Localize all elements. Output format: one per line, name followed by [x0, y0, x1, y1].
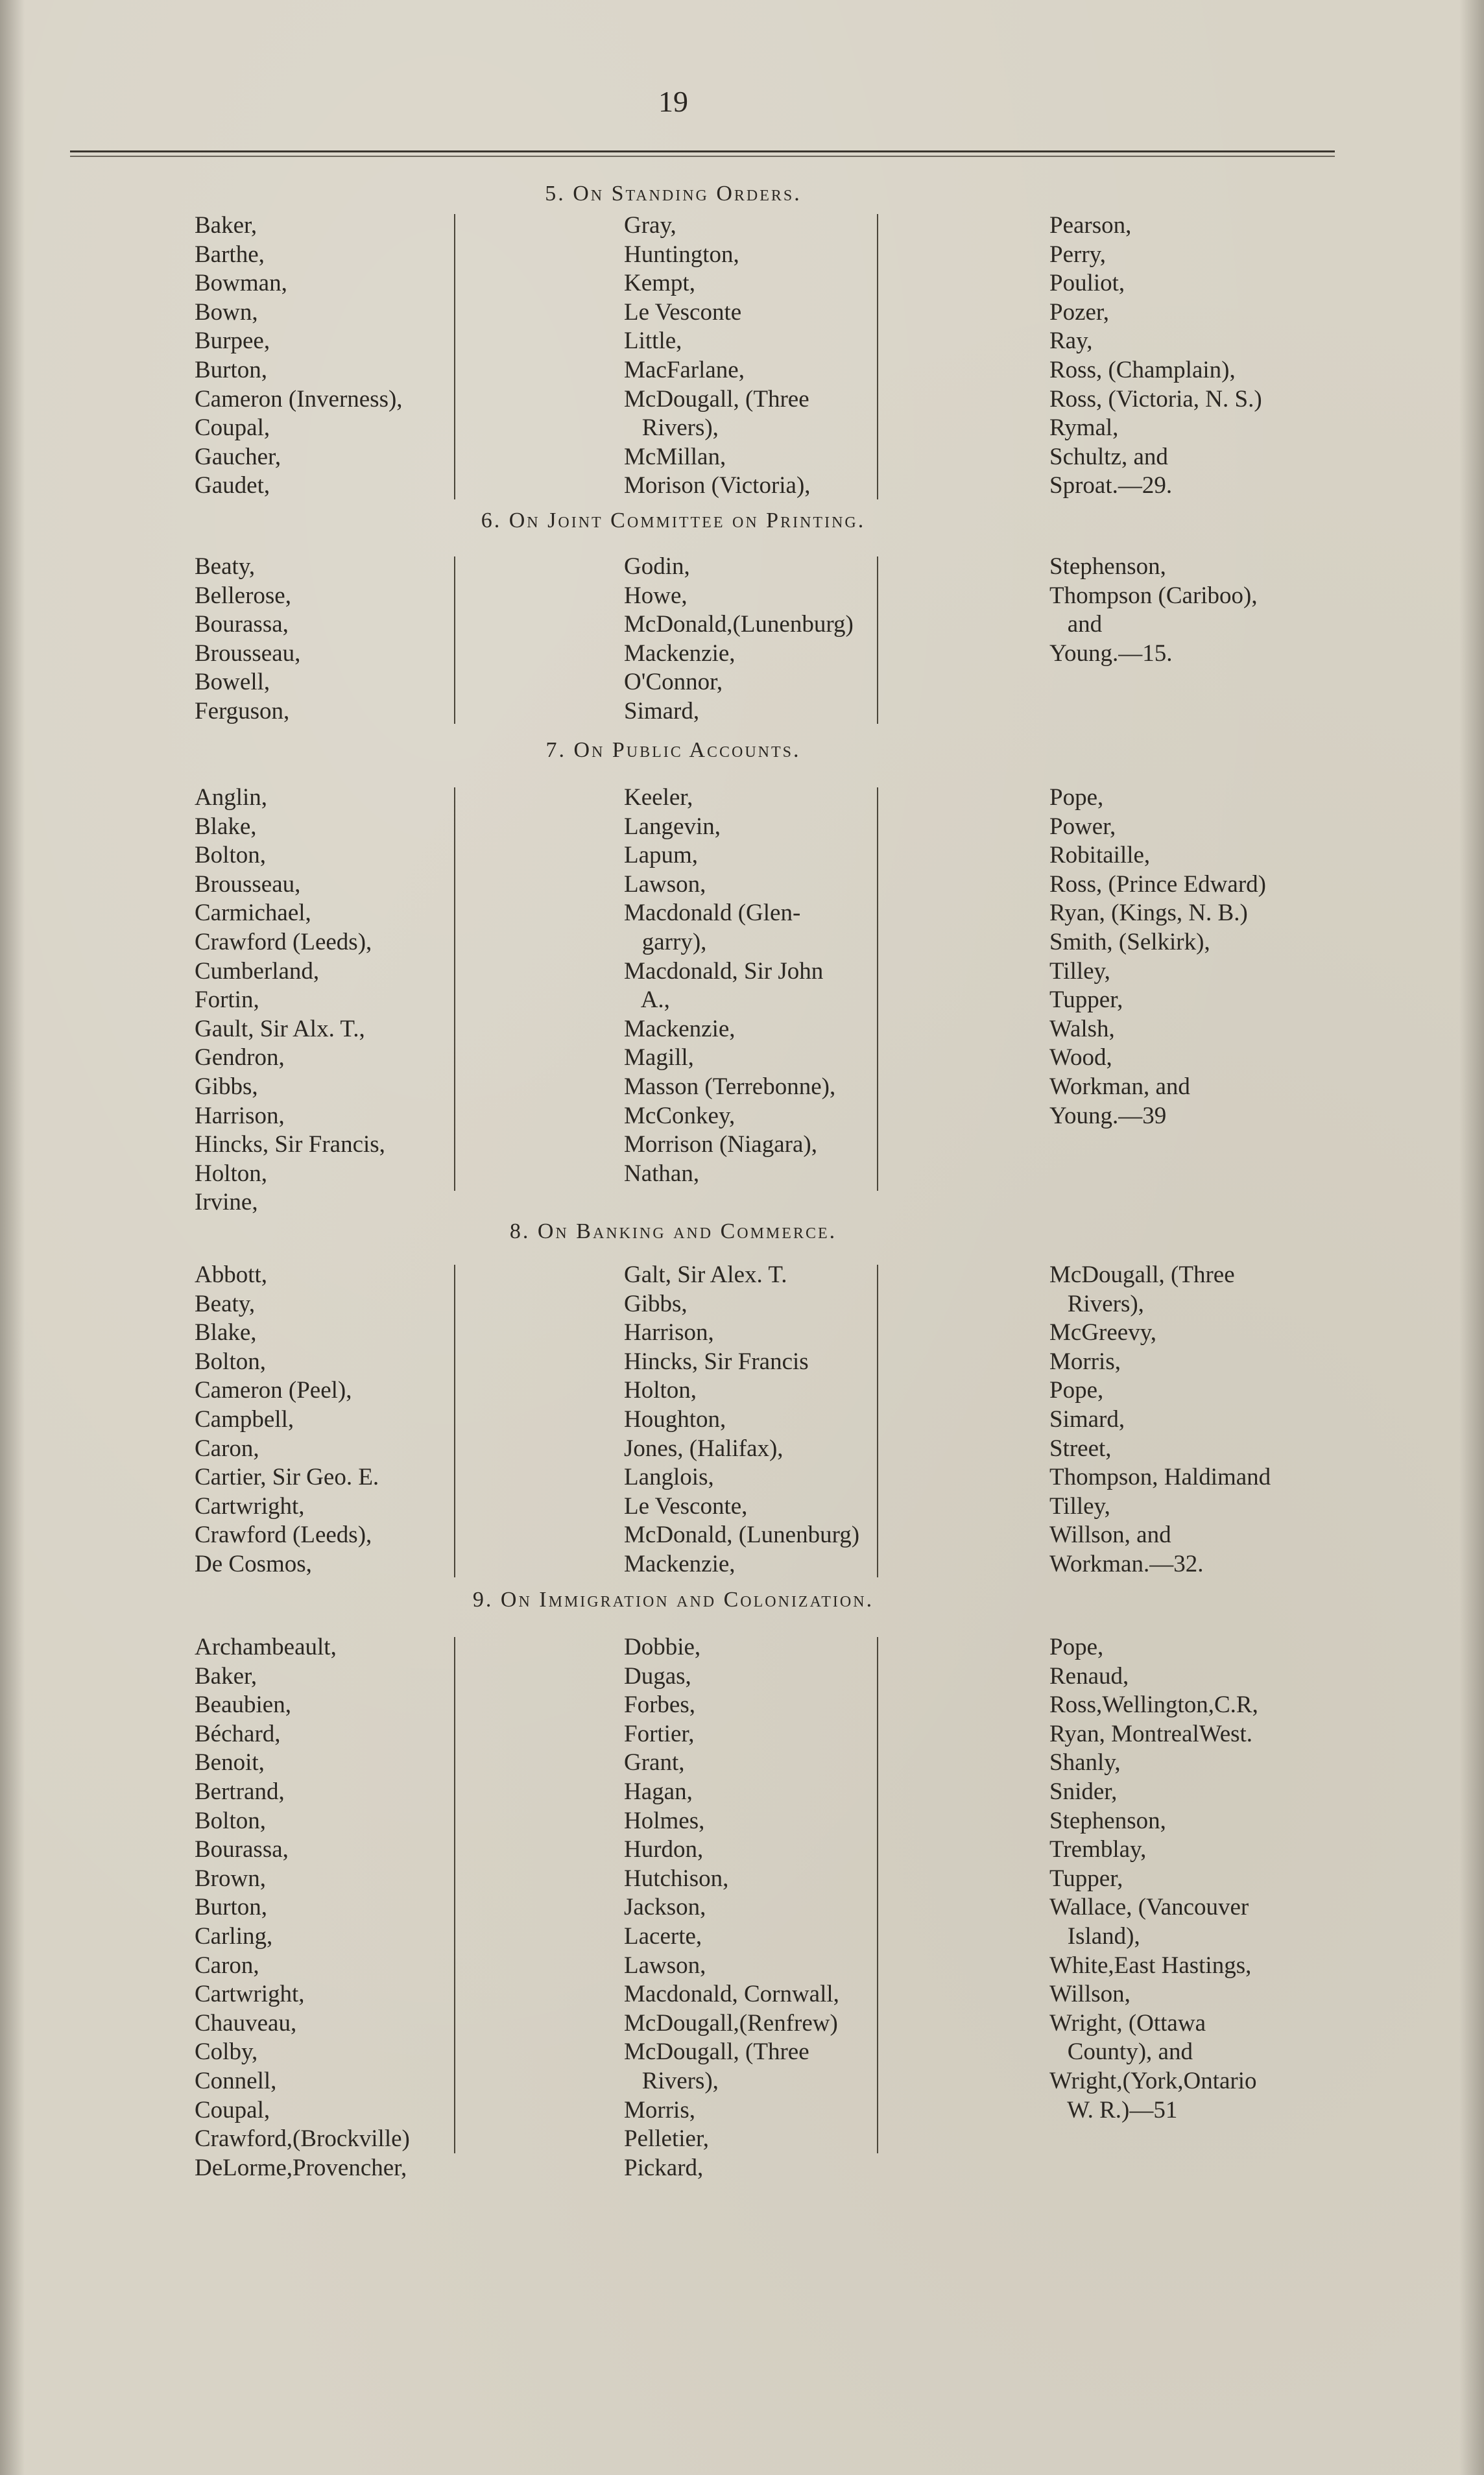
member-name: Sproat.—29. [1049, 472, 1173, 499]
column-divider [877, 1265, 878, 1577]
member-name: Beaubien, [195, 1692, 291, 1719]
member-name: McMillan, [624, 443, 726, 470]
member-name: Smith, (Selkirk), [1049, 928, 1210, 955]
section-6-col-2 [624, 553, 854, 726]
member-name: A., [624, 986, 670, 1014]
member-name: Chauveau, [195, 2009, 297, 2037]
header-rule [70, 150, 1335, 152]
member-name: Jackson, [624, 1894, 706, 1921]
column-divider [454, 1637, 455, 2153]
member-name: Béchard, [195, 1720, 281, 1747]
member-name: Bourassa, [195, 1836, 289, 1863]
member-name: Harrison, [624, 1319, 714, 1346]
member-name: Holton, [195, 1160, 268, 1187]
member-name: Baker, [195, 212, 257, 239]
member-name: Anglin, [195, 784, 268, 811]
section-5-col-2 [624, 211, 811, 501]
member-name: Burpee, [195, 328, 270, 355]
member-name: Cameron (Peel), [195, 1377, 352, 1404]
member-name: Power, [1049, 813, 1116, 840]
member-name: Burton, [195, 356, 268, 383]
section-7-col-3 [1049, 783, 1266, 1130]
member-name: Howe, [624, 582, 688, 609]
member-name: Willson, and [1049, 1522, 1171, 1549]
member-name: Carmichael, [195, 900, 311, 927]
member-name: Workman, and [1049, 1073, 1190, 1100]
member-name: MacFarlane, [624, 356, 745, 383]
member-name: Gaudet, [195, 472, 270, 499]
member-name: Pozer, [1049, 298, 1110, 326]
member-name: Carling, [195, 1922, 273, 1950]
member-name: Macdonald, Sir John [624, 957, 824, 985]
member-name: McDougall, (Three [624, 2039, 809, 2066]
member-name: Burton, [195, 1894, 268, 1921]
column-divider [454, 787, 455, 1191]
member-name: Kempt, [624, 270, 695, 297]
member-name: Beaty, [195, 1290, 256, 1317]
member-name: Tilley, [1049, 957, 1110, 985]
member-name: Crawford (Leeds), [195, 1522, 372, 1549]
member-name: Morrison (Niagara), [624, 1131, 817, 1158]
member-name: White,East Hastings, [1049, 1952, 1252, 1979]
member-name: Ross,Wellington,C.R, [1049, 1692, 1258, 1719]
member-name: Mackenzie, [624, 640, 736, 667]
member-name: Tremblay, [1049, 1836, 1147, 1863]
member-name: Macdonald (Glen- [624, 900, 801, 927]
member-name: DeLorme,Provencher, [195, 2154, 407, 2181]
member-name: Baker, [195, 1662, 257, 1690]
member-name: Holmes, [624, 1807, 705, 1834]
member-name: Rivers), [624, 2067, 719, 2094]
member-name: Abbott, [195, 1261, 268, 1288]
member-name: Hincks, Sir Francis [624, 1348, 809, 1375]
column-divider [877, 214, 878, 499]
member-name: Brousseau, [195, 640, 301, 667]
section-8-col-1 [195, 1261, 379, 1579]
section-6-col-3 [1049, 553, 1258, 668]
member-name: Tilley, [1049, 1492, 1110, 1520]
section-7-col-2 [624, 783, 835, 1188]
member-name: Gray, [624, 212, 676, 239]
member-name: Ryan, (Kings, N. B.) [1049, 900, 1248, 927]
member-name: Bourassa, [195, 611, 289, 638]
member-name: Renaud, [1049, 1662, 1129, 1690]
member-name: Tupper, [1049, 1865, 1123, 1892]
page-edge-right [1459, 0, 1484, 2475]
member-name: McDougall, (Three [1049, 1261, 1235, 1288]
column-divider [877, 787, 878, 1191]
member-name: Bowman, [195, 270, 287, 297]
member-name: and [1049, 611, 1103, 638]
member-name: Snider, [1049, 1778, 1118, 1805]
member-name: Pickard, [624, 2154, 704, 2181]
member-name: Forbes, [624, 1692, 695, 1719]
member-name: County), and [1049, 2039, 1193, 2066]
member-name: Blake, [195, 813, 257, 840]
section-title-joint-committee-printing: 6. On Joint Committee on Printing. [481, 508, 866, 532]
member-name: Willson, [1049, 1981, 1131, 2008]
member-name: Tupper, [1049, 986, 1123, 1014]
member-name: Mackenzie, [624, 1015, 736, 1042]
member-name: Magill, [624, 1044, 694, 1071]
member-name: Wright,(York,Ontario [1049, 2067, 1257, 2094]
member-name: Blake, [195, 1319, 257, 1346]
member-name: Ferguson, [195, 697, 290, 724]
member-name: Coupal, [195, 2096, 270, 2123]
member-name: Macdonald, Cornwall, [624, 1981, 839, 2008]
member-name: Hagan, [624, 1778, 693, 1805]
member-name: Lapum, [624, 842, 699, 869]
section-8-col-2 [624, 1261, 859, 1579]
member-name: Langlois, [624, 1464, 714, 1491]
member-name: Shanly, [1049, 1749, 1121, 1776]
member-name: Godin, [624, 553, 690, 580]
member-name: Pope, [1049, 784, 1104, 811]
section-7-col-1 [195, 783, 385, 1217]
member-name: Young.—15. [1049, 640, 1173, 667]
member-name: Workman.—32. [1049, 1550, 1204, 1577]
section-9-col-2 [624, 1633, 839, 2182]
member-name: Caron, [195, 1952, 259, 1979]
section-5-col-1 [195, 211, 403, 501]
member-name: Lawson, [624, 1952, 706, 1979]
member-name: Dobbie, [624, 1634, 701, 1660]
member-name: Ross, (Champlain), [1049, 356, 1236, 383]
member-name: De Cosmos, [195, 1550, 312, 1577]
member-name: Barthe, [195, 241, 265, 268]
member-name: Gault, Sir Alx. T., [195, 1015, 365, 1042]
member-name: Ryan, MontrealWest. [1049, 1720, 1253, 1747]
member-name: Rivers), [624, 414, 719, 442]
member-name: Pelletier, [624, 2125, 710, 2153]
section-9-col-1 [195, 1633, 410, 2182]
member-name: Lacerte, [624, 1922, 702, 1950]
member-name: Jones, (Halifax), [624, 1435, 784, 1462]
member-name: Bellerose, [195, 582, 291, 609]
section-title-standing-orders: 5. On Standing Orders. [545, 182, 802, 206]
member-name: Morison (Victoria), [624, 472, 811, 499]
member-name: Bowell, [195, 669, 270, 696]
member-name: Dugas, [624, 1662, 691, 1690]
member-name: McDougall,(Renfrew) [624, 2009, 838, 2037]
member-name: Bolton, [195, 842, 266, 869]
member-name: Connell, [195, 2067, 277, 2094]
member-name: McDonald,(Lunenburg) [624, 611, 854, 638]
member-name: Benoit, [195, 1749, 265, 1776]
member-name: W. R.)—51 [1049, 2096, 1178, 2123]
member-name: Harrison, [195, 1102, 285, 1129]
section-9-col-3 [1049, 1633, 1258, 2125]
member-name: Gendron, [195, 1044, 285, 1071]
member-name: Rivers), [1049, 1290, 1144, 1317]
member-name: McDonald, (Lunenburg) [624, 1522, 860, 1549]
member-name: Wood, [1049, 1044, 1112, 1071]
member-name: Brousseau, [195, 870, 301, 898]
member-name: Nathan, [624, 1160, 700, 1187]
member-name: Simard, [1049, 1405, 1125, 1433]
member-name: Caron, [195, 1435, 259, 1462]
member-name: Cameron (Inverness), [195, 385, 403, 413]
column-divider [454, 556, 455, 724]
member-name: McGreevy, [1049, 1319, 1157, 1346]
member-name: Bertrand, [195, 1778, 285, 1805]
member-name: McDougall, (Three [624, 385, 809, 413]
member-name: Huntington, [624, 241, 739, 268]
member-name: Young.—39 [1049, 1102, 1167, 1129]
member-name: Lawson, [624, 870, 706, 898]
member-name: Le Vesconte [624, 298, 742, 326]
member-name: Morris, [1049, 1348, 1121, 1375]
member-name: O'Connor, [624, 669, 723, 696]
member-name: garry), [624, 928, 707, 955]
member-name: Wallace, (Vancouver [1049, 1894, 1249, 1921]
section-8-col-3 [1049, 1261, 1271, 1579]
header-rule-thin [70, 156, 1335, 157]
section-5-col-3 [1049, 211, 1262, 501]
page-number: 19 [658, 85, 688, 118]
member-name: Ross, (Prince Edward) [1049, 870, 1266, 898]
member-name: Langevin, [624, 813, 721, 840]
member-name: Colby, [195, 2039, 258, 2066]
member-name: Houghton, [624, 1405, 726, 1433]
member-name: Le Vesconte, [624, 1492, 748, 1520]
member-name: Rymal, [1049, 414, 1119, 442]
member-name: Bown, [195, 298, 258, 326]
member-name: Little, [624, 328, 682, 355]
member-name: Coupal, [195, 414, 270, 442]
column-divider [454, 214, 455, 499]
column-divider [877, 556, 878, 724]
member-name: Cumberland, [195, 957, 320, 985]
section-title-public-accounts: 7. On Public Accounts. [545, 738, 801, 762]
member-name: Gibbs, [195, 1073, 258, 1100]
member-name: McConkey, [624, 1102, 736, 1129]
member-name: Thompson (Cariboo), [1049, 582, 1258, 609]
member-name: Gibbs, [624, 1290, 688, 1317]
member-name: Pope, [1049, 1377, 1104, 1404]
member-name: Hutchison, [624, 1865, 729, 1892]
member-name: Brown, [195, 1865, 266, 1892]
member-name: Pouliot, [1049, 270, 1125, 297]
member-name: Island), [1049, 1922, 1140, 1950]
column-divider [877, 1637, 878, 2153]
member-name: Hurdon, [624, 1836, 704, 1863]
member-name: Bolton, [195, 1348, 266, 1375]
section-title-banking-commerce: 8. On Banking and Commerce. [509, 1219, 837, 1243]
member-name: Street, [1049, 1435, 1112, 1462]
member-name: Schultz, and [1049, 443, 1168, 470]
member-name: Archambeault, [195, 1634, 337, 1660]
column-divider [454, 1265, 455, 1577]
member-name: Beaty, [195, 553, 256, 580]
member-name: Fortier, [624, 1720, 695, 1747]
member-name: Mackenzie, [624, 1550, 736, 1577]
member-name: Wright, (Ottawa [1049, 2009, 1206, 2037]
member-name: Morris, [624, 2096, 695, 2123]
section-6-col-1 [195, 553, 300, 726]
member-name: Thompson, Haldimand [1049, 1464, 1271, 1491]
member-name: Stephenson, [1049, 553, 1166, 580]
member-name: Walsh, [1049, 1015, 1115, 1042]
member-name: Ray, [1049, 328, 1093, 355]
member-name: Simard, [624, 697, 700, 724]
member-name: Cartwright, [195, 1492, 305, 1520]
member-name: Stephenson, [1049, 1807, 1166, 1834]
member-name: Campbell, [195, 1405, 294, 1433]
member-name: Bolton, [195, 1807, 266, 1834]
member-name: Hincks, Sir Francis, [195, 1131, 385, 1158]
member-name: Pope, [1049, 1634, 1104, 1660]
member-name: Ross, (Victoria, N. S.) [1049, 385, 1262, 413]
member-name: Grant, [624, 1749, 685, 1776]
member-name: Keeler, [624, 784, 693, 811]
member-name: Cartier, Sir Geo. E. [195, 1464, 379, 1491]
member-name: Crawford (Leeds), [195, 928, 372, 955]
member-name: Gaucher, [195, 443, 281, 470]
member-name: Fortin, [195, 986, 259, 1014]
section-title-immigration-colonization: 9. On Immigration and Colonization. [472, 1588, 874, 1612]
member-name: Perry, [1049, 241, 1106, 268]
member-name: Robitaille, [1049, 842, 1151, 869]
member-name: Masson (Terrebonne), [624, 1073, 836, 1100]
member-name: Pearson, [1049, 212, 1132, 239]
member-name: Irvine, [195, 1189, 258, 1216]
member-name: Cartwright, [195, 1981, 305, 2008]
member-name: Galt, Sir Alex. T. [624, 1261, 787, 1288]
member-name: Crawford,(Brockville) [195, 2125, 410, 2153]
member-name: Holton, [624, 1377, 697, 1404]
